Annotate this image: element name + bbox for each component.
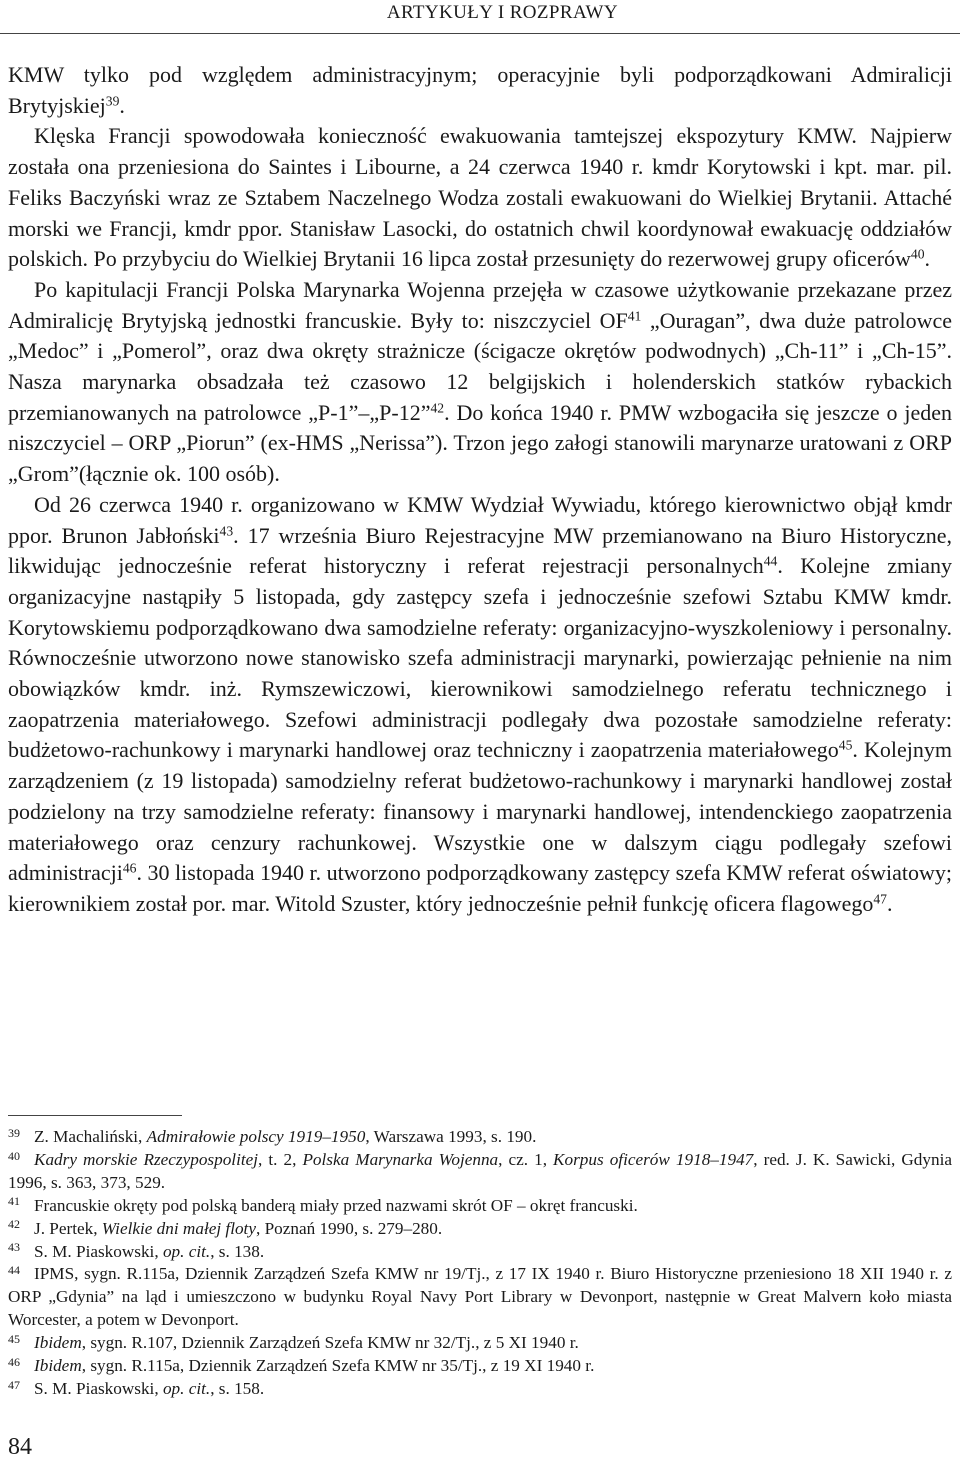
article-body: [8, 60, 952, 920]
paragraph-1-text-end: .: [119, 92, 125, 118]
running-title: ARTYKUŁY I ROZPRAWY: [386, 2, 618, 23]
footnote-italic-title: Ibidem: [34, 1356, 82, 1376]
footnote-text: Z. Machaliński,: [34, 1127, 147, 1146]
footnote-46: 46 Ibidem, sygn. R.115a, Dziennik Zarządzeń Szefa KMW nr 35/Tj., z 19 XI 1940 r.: [8, 1354, 595, 1376]
footnote-ref-42[interactable]: 42: [430, 400, 445, 416]
footnote-44: 44 IPMS, sygn. R.115a, Dziennik Zarządzeń Szefa KMW nr 19/Tj., z 17 IX 1940 r. Biuro Historyczne przeniesiono 18 XII 1940 r. z ORP „Gdynia” na ląd i umieszczono w budynku Royal Navy Port Library w Devonport, następnie w Great Malvern koło miasta Worcester, a potem w Devonport.: [8, 1263, 952, 1330]
footnote-rule: [8, 1115, 182, 1116]
running-header: [0, 0, 960, 44]
footnote-text: Francuskie okręty pod polską banderą miały przed nazwami skrót OF – okręt francuski.: [34, 1195, 638, 1215]
paragraph-3-text: Po kapitulacji Francji Polska Marynarka Wojenna przejęła w czasowe użytkowanie przekazane przez Admiralicję Brytyjską jednostki francuskie. Były to: niszczyciel OF: [8, 276, 952, 333]
footnote-41: 41 Francuskie okręty pod polską banderą miały przed nazwami skrót OF – okręt francuski.: [8, 1194, 638, 1215]
paragraph-3: [8, 275, 952, 490]
footnotes: [8, 1126, 952, 1401]
paragraph-4-text: Od 26 czerwca 1940 r. organizowano w KMW Wydział Wywiadu, którego kierownictwo objął kmdr ppor. Brunon Jabłoński: [8, 491, 952, 548]
footnote-text: , cz. 1,: [498, 1149, 554, 1169]
footnote-italic-title: Wielkie dni małej floty: [101, 1218, 256, 1238]
footnote-text: , t. 2,: [258, 1149, 303, 1169]
paragraph-2: [8, 121, 952, 275]
footnote-italic-title: op. cit.: [162, 1378, 211, 1398]
footnote-43: 43 S. M. Piaskowski, op. cit., s. 138.: [8, 1240, 265, 1261]
footnote-italic-title: Admirałowie polscy 1919–1950: [146, 1127, 366, 1146]
paragraph-1: [8, 60, 952, 121]
paragraph-4-text-2: . 17 września Biuro Rejestracyjne MW przemianowano na Biuro Historyczne, likwidując jednocześnie referat historyczny i referat rejestracji personalnych: [8, 522, 952, 579]
footnote-italic-title: Korpus oficerów 1918–1947: [553, 1149, 754, 1169]
paragraph-4-text-4: . Kolejnym zarządzeniem (z 19 listopada) samodzielny referat budżetowo-rachunkowy i marynarki handlowej został podzielony na trzy samodzielne referaty: finansowy i marynarki handlowej, intendenckiego zaopatrzenia materiałowego oraz cenzury rachunkowej. Wszystkie one w dalszym ciągu podlegały szefowi administracji: [8, 737, 952, 886]
footnote-text: , Poznań 1990, s. 279–280.: [255, 1218, 443, 1238]
footnote-40: 40 Kadry morskie Rzeczypospolitej, t. 2, Polska Marynarka Wojenna, cz. 1, Korpus oficerów 1918–1947, red. J. K. Sawicki, Gdynia 1996, s. 363, 373, 529.: [8, 1148, 952, 1192]
header-rule: [0, 33, 960, 34]
footnote-text: , sygn. R.107, Dziennik Zarządzeń Szefa KMW nr 32/Tj., z 5 XI 1940 r.: [81, 1333, 579, 1353]
page-number: 84: [8, 1434, 32, 1460]
footnote-text: S. M. Piaskowski,: [34, 1378, 163, 1398]
footnote-italic-title: Kadry morskie Rzeczypospolitej: [34, 1149, 259, 1169]
footnote-italic-title: op. cit.: [162, 1241, 211, 1261]
footnote-ref-45[interactable]: 45: [838, 737, 853, 753]
paragraph-3-text-3: . Do końca 1940 r. PMW wzbogaciła się jeszcze o jeden niszczyciel – ORP „Piorun” (ex-HMS „Nerissa”). Trzon jego załogi stanowili marynarze uratowani z ORP „Grom”(łącznie ok. 100 osób).: [8, 399, 952, 487]
paragraph-1-text: KMW tylko pod względem administracyjnym; operacyjnie byli podporządkowani Admiralicji Brytyjskiej: [8, 62, 952, 118]
footnote-ref-39[interactable]: 39: [105, 93, 120, 109]
footnote-italic-title: Ibidem: [34, 1333, 82, 1353]
footnote-ref-47[interactable]: 47: [873, 891, 887, 907]
footnote-text: IPMS, sygn. R.115a, Dziennik Zarządzeń Szefa KMW nr 19/Tj., z 17 IX 1940 r. Biuro Historyczne przeniesiono 18 XII 1940 r. z ORP „Gdynia” na ląd i umieszczono w budynku Royal Navy Port Library w Devonport, następnie w Great Malvern koło miasta Worcester, a potem w Devonport.: [8, 1264, 952, 1330]
footnote-ref-44[interactable]: 44: [763, 553, 778, 569]
footnote-text: , s. 138.: [210, 1241, 265, 1261]
paragraph-4-text-6: .: [886, 890, 893, 916]
paragraph-4: [8, 490, 952, 920]
paragraph-4-text-5: . 30 listopada 1940 r. utworzono podporządkowany zastępcy szefa KMW referat oświatowy; kierownikiem został por. mar. Witold Szuster, który jednocześnie pełnił funkcję oficera flagowego: [8, 860, 952, 916]
footnote-italic-title: Polska Marynarka Wojenna: [302, 1149, 499, 1169]
paragraph-2-text: Klęska Francji spowodowała konieczność ewakuowania tamtejszej ekspozytury KMW. Najpierw została ona przeniesiona do Saintes i Libourne, a 24 czerwca 1940 r. kmdr Korytowski i kpt. mar. pil. Feliks Baczyński wraz ze Sztabem Naczelnego Wodza zostali ewakuowani do Wielkiej Brytanii. Attaché morski we Francji, kmdr ppor. Stanisław Lasocki, do ostatnich chwil koordynował ewakuację oddziałów polskich. Po przybyciu do Wielkiej Brytanii 16 lipca został przesunięty do rezerwowej grupy oficerów: [8, 123, 952, 272]
footnote-ref-43[interactable]: 43: [219, 523, 234, 539]
footnote-text: , s. 158.: [210, 1378, 265, 1398]
footnote-47: 47 S. M. Piaskowski, op. cit., s. 158.: [8, 1377, 265, 1398]
footnote-text: , Warszawa 1993, s. 190.: [365, 1127, 537, 1146]
paragraph-3-text-2: „Ouragan”, dwa duże patrolowce „Medoc” i „Pomerol”, oraz dwa okręty strażnicze (ścigacze okrętów podwodnych) „Ch-11” i „Ch-15”. Nasza marynarka obsadzała też czasowo 12 belgijskich i holenderskich statków rybackich przemianowanych na patrolowce „P-1”–„P-12”: [8, 307, 953, 425]
footnote-39: 39 Z. Machaliński, Admirałowie polscy 1919–1950, Warszawa 1993, s. 190.: [8, 1125, 537, 1146]
footnote-text: S. M. Piaskowski,: [34, 1241, 163, 1261]
footnote-text: , sygn. R.115a, Dziennik Zarządzeń Szefa KMW nr 35/Tj., z 19 XI 1940 r.: [81, 1356, 595, 1376]
footnote-45: 45 Ibidem, sygn. R.107, Dziennik Zarządzeń Szefa KMW nr 32/Tj., z 5 XI 1940 r.: [8, 1331, 579, 1353]
footnote-text: J. Pertek,: [34, 1218, 102, 1238]
footnote-ref-40[interactable]: 40: [910, 246, 925, 262]
paragraph-4-text-3: . Kolejne zmiany organizacyjne nastąpiły 5 listopada, gdy zastępcy szefa i jednocześnie szefowi Sztabu KMW kmdr. Korytowskiemu podporządkowano dwa samodzielne referaty: organizacyjno-wyszkoleniowy i personalny. Równocześnie utworzono nowe stanowisko szefa administracji marynarki, powierzając pełnienie na nim obowiązków kmdr. inż. Rymszewiczowi, kierownikowi samodzielnego referatu technicznego i zaopatrzenia materiałowego. Szefowi administracji podlegały dwa pozostałe samodzielne referaty: budżetowo-rachunkowy i marynarki handlowej oraz techniczny i zaopatrzenia materiałowego: [8, 553, 952, 763]
footnote-ref-46[interactable]: 46: [122, 860, 137, 876]
paragraph-2-text-end: .: [924, 246, 931, 272]
footnote-text: , red. J. K. Sawicki, Gdynia 1996, s. 363, 373, 529.: [8, 1149, 952, 1192]
footnote-42: 42 J. Pertek, Wielkie dni małej floty, Poznań 1990, s. 279–280.: [8, 1217, 443, 1238]
footnote-ref-41[interactable]: 41: [627, 308, 642, 324]
